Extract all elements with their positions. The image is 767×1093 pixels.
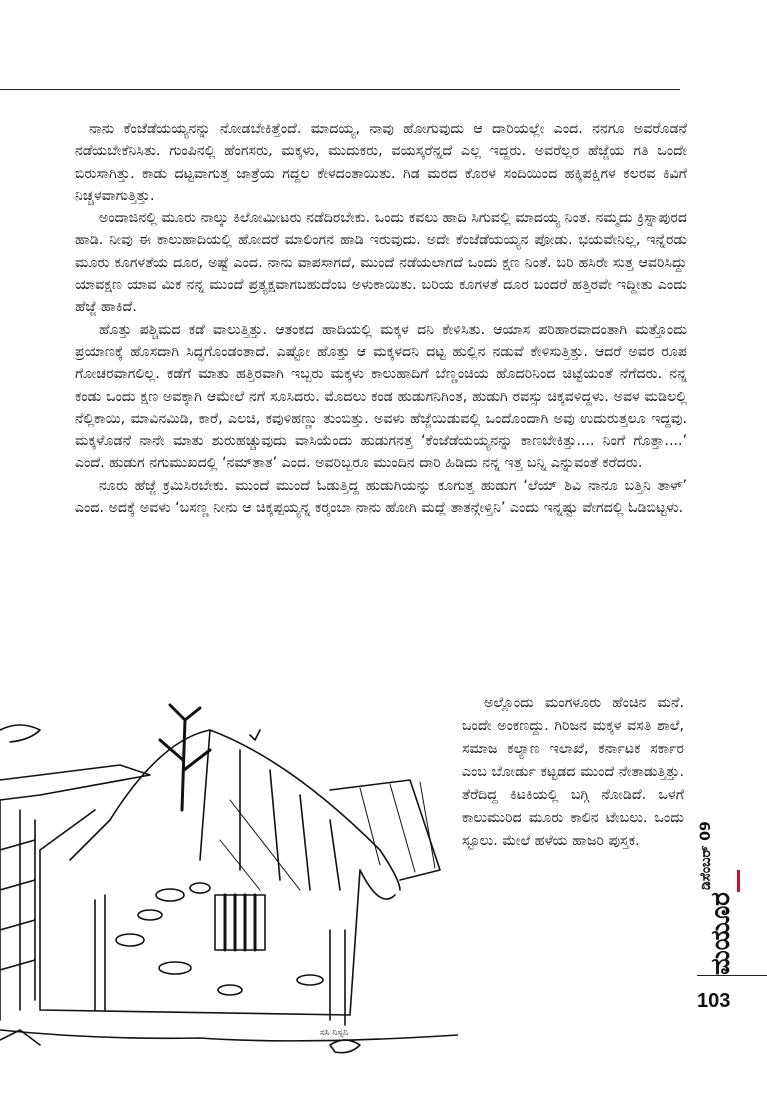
paragraph: ನಾನು ಕೆಂಜೆಡೆಯಯ್ಯನನ್ನು ನೋಡಬೇಕಿತ್ತೆಂದೆ. ಮಾದಯ್ಯ, ನಾವು ಹೋಗುವುದು ಆ ದಾರಿಯಲ್ಲೇ ಎಂದ. ನನಗೂ ಅವರೊಡನೆ ನಡೆಯಬೇಕೆನಿಸಿತು. ಗುಂಪಿನಲ್ಲಿ ಹೆಂಗಸರು, ಮಕ್ಕಳು, ಮುದುಕರು, ವಯಸ್ಕರೆನ್ನದೆ ಎಲ್ಲ ಇದ್ದರು. ಅವರೆಲ್ಲರ ಹೆಜ್ಜೆಯ ಗತಿ ಒಂದೇ ಬಿರುಸಾಗಿತ್ತು. ಕಾಡು ದಟ್ಟವಾಗುತ್ತ ಜಾತ್ರೆಯ ಗದ್ದಲ ಕೇಳದಂತಾಯಿತು. ಗಿಡ ಮರದ ಕೊರಳ ಸಂದಿಯಿಂದ ಹಕ್ಕಿಪಕ್ಷಿಗಳ ಕಲರವ ಕಿವಿಗೆ ನಿಚ್ಚಳವಾಗುತ್ತಿತ್ತು. — [75, 121, 687, 204]
sidebar-rule — [697, 975, 767, 976]
paragraph: ನೂರು ಹೆಜ್ಜೆ ಕ್ರಮಿಸಿರಬೇಕು. ಮುಂದೆ ಮುಂದೆ ಓಡುತ್ತಿದ್ದ ಹುಡುಗಿಯನ್ನು ಕೂಗುತ್ತ ಹುಡುಗ ‘ಲೆಯ್ ಶಿವಿ ನಾನೂ ಬತ್ತಿನಿ ತಾಳ್’ ಎಂದ. ಅದಕ್ಕೆ ಅವಳು ‘ಬಸಣ್ಣ ನೀನು ಆ ಚಿಕ್ಕಪ್ಪಯ್ಯನ್ನ ಕರ್‍ಕಂಬಾ ನಾನು ಹೋಗಿ ಮದ್ಲೆ ತಾತನ್ಗೇಳ್ತಿನಿ’ ಎಂದು ಇನ್ನಷ್ಟು ವೇಗದಲ್ಲಿ ಓಡಿಬಿಟ್ಟಳು. — [75, 477, 687, 517]
logo-accent-mark — [737, 870, 740, 892]
magazine-logo: ಮಯೂರ — [706, 892, 736, 975]
top-rule — [0, 89, 680, 90]
article-wrap-column — [462, 692, 684, 853]
page-number: 103 — [697, 990, 731, 1012]
hut-illustration — [0, 700, 458, 1070]
paragraph: ಹೊತ್ತು ಪಶ್ಚಿಮದ ಕಡೆ ವಾಲುತ್ತಿತ್ತು. ಆತಂಕದ ಹಾದಿಯಲ್ಲಿ ಮಕ್ಕಳ ದನಿ ಕೇಳಿಸಿತು. ಆಯಾಸ ಪರಿಹಾರವಾದಂತಾಗಿ ಮತ್ತೊಂದು ಪ್ರಯಾಣಕ್ಕೆ ಹೊಸದಾಗಿ ಸಿದ್ಧಗೊಂಡಂತಾದೆ. ಎಷ್ಟೋ ಹೊತ್ತು ಆ ಮಕ್ಕಳದನಿ ದಟ್ಟ ಹುಲ್ಲಿನ ನಡುವೆ ಕೇಳಿಸುತ್ತಿತ್ತು. ಆದರೆ ಅವರ ರೂಪ ಗೋಚರವಾಗಲಿಲ್ಲ. ಕಡೆಗೆ ಮಾತು ಹತ್ತಿರವಾಗಿ ಇಬ್ಬರು ಮಕ್ಕಳು ಕಾಲುಹಾದಿಗೆ ಬೆಣ್ಣಂಚಿಯ ಹೊದರಿನಿಂದ ಚಿಟ್ಟೆಯಂತೆ ನೆಗೆದರು. ನನ್ನ ಕಂಡು ಒಂದು ಕ್ಷಣ ಅವಕ್ಕಾಗಿ ಆಮೇಲೆ ನಗೆ ಸೂಸಿದರು. ಮೊದಲು ಕಂಡ ಹುಡುಗನಿಗಿಂತ, ಹುಡುಗಿ ರವಸ್ಸು ಚಿಕ್ಕವಳಿದ್ದಳು. ಅವಳ ಮಡಿಲಲ್ಲಿ ನೆಲ್ಲಿಕಾಯಿ, ಮಾವಿನಮಿಡಿ, ಕಾರೆ, ಎಲಚಿ, ಕವುಳಿಹಣ್ಣು ತುಂಬಿತ್ತು. ಅವಳು ಹೆಜ್ಜೆಯಿಡುವಲ್ಲಿ ಒಂದೊಂದಾಗಿ ಅವು ಉದುರುತ್ತಲೂ ಇದ್ದವು. ಮಕ್ಕಳೊಡನೆ ನಾನೇ ಮಾತು ಶುರುಹಚ್ಚುವುದು ವಾಸಿಯೆಂದು ಹುಡುಗನತ್ತ ‘ಕೆಂಜೆಡೆಯಯ್ಯನನ್ನು ಕಾಣಬೇಕಿತ್ತು.... ನಿಂಗೆ ಗೊತ್ತಾ....’ ಎಂದೆ. ಹುಡುಗ ನಗುಮುಖದಲ್ಲಿ ‘ನಮ್‌ತಾತ’ ಎಂದ. ಅವರಿಬ್ಬರೂ ಮುಂದಿನ ದಾರಿ ಹಿಡಿದು ನನ್ನ ಇತ್ತ ಬನ್ನಿ ಎನ್ನುವಂತೆ ಕರೆದರು. — [75, 321, 687, 472]
paragraph: ಅಲ್ಲೊಂದು ಮಂಗಳೂರು ಹೆಂಚಿನ ಮನೆ. ಒಂದೇ ಅಂಕಣದ್ದು. ಗಿರಿಜನ ಮಕ್ಕಳ ವಸತಿ ಶಾಲೆ, ಸಮಾಜ ಕಲ್ಯಾಣ ಇಲಾಖೆ, ಕರ್ನಾಟಕ ಸರ್ಕಾರ ಎಂಬ ಬೋರ್ಡು ಕಟ್ಟಡದ ಮುಂದೆ ನೇತಾಡುತ್ತಿತ್ತು. ತೆರೆದಿದ್ದ ಕಿಟಕಿಯಲ್ಲಿ ಬಗ್ಗಿ ನೋಡಿದೆ. ಒಳಗೆ ಕಾಲುಮುರಿದ ಮೂರು ಕಾಲಿನ ಟೇಬಲು. ಒಂದು ಸ್ಟೂಲು. ಮೇಲೆ ಹಳೆಯ ಹಾಜರಿ ಪುಸ್ತಕ. — [462, 695, 684, 849]
illustrator-signature: ಸಸಿ ನಿಸ್ಸನಿ — [320, 1028, 349, 1038]
article-body — [75, 118, 687, 519]
issue-date: ಡಿಸೆಂಬರ್ 09 — [698, 821, 714, 890]
paragraph: ಅಂದಾಜಿನಲ್ಲಿ ಮೂರು ನಾಲ್ಕು ಕಿಲೋಮೀಟರು ನಡೆದಿರಬೇಕು. ಒಂದು ಕವಲು ಹಾದಿ ಸಿಗುವಲ್ಲಿ ಮಾದಯ್ಯ ನಿಂತ. ನಮ್ಮದು ಕ್ರಿಸ್ನಾಪುರದ ಹಾಡಿ. ನೀವು ಈ ಕಾಲುಹಾದಿಯಲ್ಲಿ ಹೋದರೆ ಮಾಲಿಂಗನ ಹಾಡಿ ಇರುವುದು. ಅದೇ ಕೆಂಜೆಡೆಯಯ್ಯನ ಪೋಡು. ಭಯವೇನಿಲ್ಲ, ಇನ್ನೆರಡು ಮೂರು ಕೂಗಳತೆಯ ದೂರ, ಅಷ್ಟೆ ಎಂದ. ನಾನು ವಾಪಸಾಗದೆ, ಮುಂದೆ ನಡೆಯಲಾಗದೆ ಒಂದು ಕ್ಷಣ ನಿಂತೆ. ಬರಿ ಹಸಿರೇ ಸುತ್ತ ಆವರಿಸಿದ್ದು ಯಾವಕ್ಷಣ ಯಾವ ಮಿಕ ನನ್ನ ಮುಂದೆ ಪ್ರತ್ಯಕ್ಷವಾಗಬಹುದೆಂಬ ಅಳುಕಾಯಿತು. ಬರಿಯ ಕೂಗಳತೆ ದೂರ ಬಂದರೆ ಹತ್ತಿರವೇ ಇದ್ದೀತು ಎಂದು ಹೆಜ್ಜೆ ಹಾಕಿದೆ. — [75, 210, 687, 316]
